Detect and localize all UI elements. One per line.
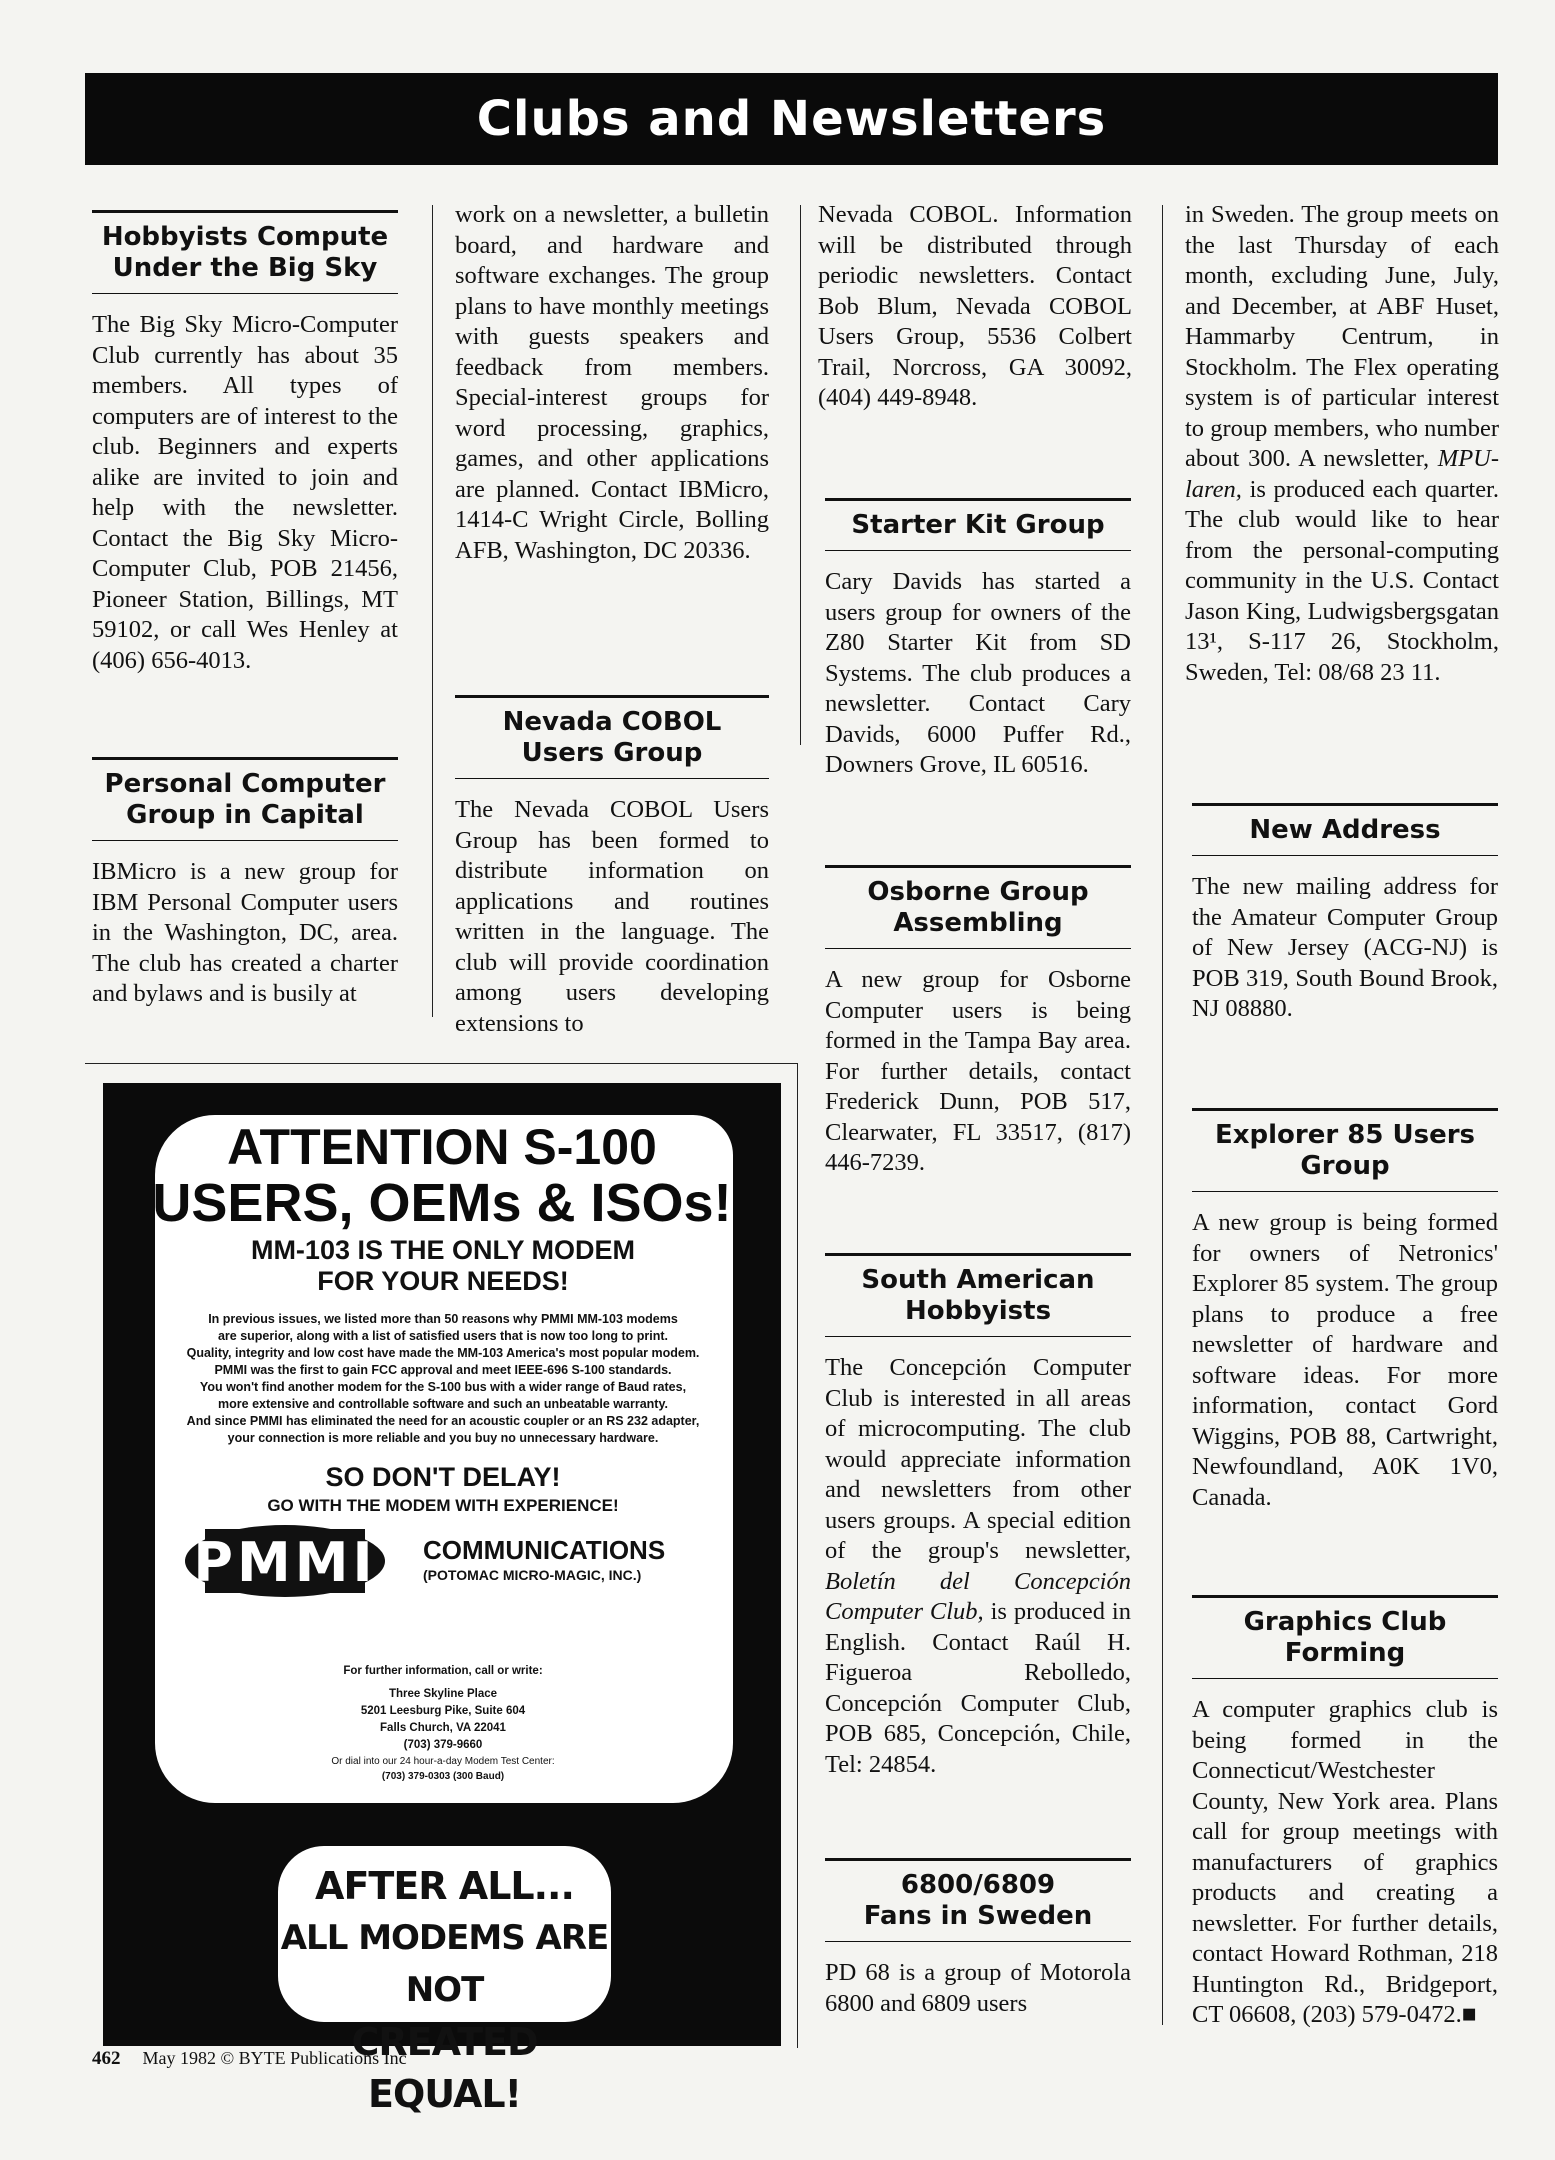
article-body: The new mailing address for the Amateur Computer Group of New Jersey (ACG-NJ) is POB 319, South Bound Brook, NJ 08880. [1192,873,1498,1022]
article-explorer-85 [1192,1108,1498,1513]
article-heading: Personal Computer Group in Capital [104,769,386,830]
article-body: Cary Davids has started a users group for owners of the Z80 Starter Kit from SD Systems. The club produces a newsletter. Contact Cary Davids, 6000 Puffer Rd., Downers Grove, IL 60516. [825,568,1131,778]
ad-cta: SO DON'T DELAY! [325,1462,561,1492]
article-heading: South American Hobbyists [861,1265,1095,1326]
article-heading: Nevada COBOL Users Group [502,707,722,768]
article-new-address [1192,803,1498,1025]
pmmi-logo [183,1521,388,1601]
article-body: A new group is being formed for owners of Netronics' Explorer 85 system. The group plans to produce a free newsletter of hardware and software ideas. For more information, contact Gord Wiggins, POB 88, Cartwright, Newfoundland, A0K 1V0, Canada. [1192,1209,1498,1511]
page-footer [92,2048,407,2070]
article-heading: New Address [1249,815,1441,845]
ad-contact-info: For further information, call or write: Three Skyline Place 5201 Leesburg Pike, Suite 604 Falls Church, VA 22041 (703) 379-9660 Or dial into our 24 hour-a-day Modem Test Center: (703) 379-0303 (300 Baud) [331,1665,555,1782]
article-body: The Concepción Computer Club is interested in all areas of microcomputing. The club would appreciate information and newsletters from other users groups. A special edition of the group's newsletter, Boletín del Concepción Computer Club, is produced in English. Contact Raúl H. Figueroa Rebolledo, Concepción Computer Club, POB 685, Concepción, Chile, Tel: 24854. [825,1354,1131,1778]
article-starter-kit [825,498,1131,781]
article-heading: Hobbyists Compute Under the Big Sky [101,222,389,283]
article-nevada-cobol-continued [818,200,1132,414]
section-banner: Clubs and Newsletters [85,73,1498,165]
article-body: IBMicro is a new group for IBM Personal Computer users in the Washington, DC, area. The club has created a charter and bylaws and is busily at [92,858,398,1007]
ad-subhead: MM-103 IS THE ONLY MODEM FOR YOUR NEEDS! [250,1235,636,1296]
article-capital-continued [455,200,769,566]
article-sweden-continued [1185,200,1499,688]
ad-tagline: AFTER ALL... ALL MODEMS ARE NOT CREATED EQUAL! [278,1846,611,2022]
article-osborne [825,865,1131,1179]
article-south-american [825,1253,1131,1780]
ad-headline: ATTENTION S-100 USERS, OEMs & ISOs! [152,1119,732,1233]
article-sweden [825,1858,1131,2019]
column-divider [432,205,433,1017]
article-heading: Explorer 85 Users Group [1215,1120,1475,1181]
article-body: Nevada COBOL. Information will be distributed through periodic newsletters. Contact Bob Blum, Nevada COBOL Users Group, 5536 Colbert Trail, Norcross, GA 30092, (404) 449-8948. [818,201,1132,411]
article-body: work on a newsletter, a bulletin board, and hardware and software exchanges. The group plans to have monthly meetings with guests speakers and feedback from members. Special-interest groups for word processing, graphics, games, and other applications are planned. Contact IBMicro, 1414-C Wright Circle, Bolling AFB, Washington, DC 20336. [455,201,769,564]
column-divider [1162,205,1163,2025]
article-body: A new group for Osborne Computer users is being formed in the Tampa Bay area. For further details, contact Frederick Dunn, POB 517, Clearwater, FL 33517, (817) 446-7239. [825,966,1131,1176]
article-body: in Sweden. The group meets on the last Thursday of each month, excluding June, July, and December, at ABF Huset, Hammarby Centrum, in Stockholm. The Flex operating system is of particular interest to group members, who number about 300. A newsletter, MPU-laren, is produced each quarter. The club would like to hear from the personal-computing community in the U.S. Contact Jason King, Ludwigsbergsgatan 13¹, S-117 26, Stockholm, Sweden, Tel: 08/68 23 11. [1185,201,1500,686]
article-capital [92,757,398,1010]
article-body: The Nevada COBOL Users Group has been formed to distribute information on applications and routines written in the language. The club will provide coordination among users developing extensions to [455,796,769,1037]
article-heading: Graphics Club Forming [1243,1607,1447,1668]
article-heading: Starter Kit Group [851,510,1105,540]
svg-text:PMMI: PMMI [193,1531,377,1594]
article-body: PD 68 is a group of Motorola 6800 and 6809 users [825,1959,1131,2017]
article-heading: 6800/6809 Fans in Sweden [863,1870,1093,1931]
ad-copy: In previous issues, we listed more than 50 reasons why PMMI MM-103 modems are superior, along with a list of satisfied users that is now too long to print. Quality, integrity and low cost have made the MM-103 America's most popular modem. PMMI was the first to gain FCC approval and meet IEEE-696 S-100 standards. You won't find another modem for the S-100 bus with a wider range of Baud rates, more extensive and controllable software and such an unbeatable warranty. And since PMMI has eliminated the need for an acoustic coupler or an RS 232 adapter, your connection is more reliable and you buy no unnecessary hardware. [186,1312,700,1445]
article-nevada-cobol [455,695,769,1039]
article-body: The Big Sky Micro-Computer Club currently has about 35 members. All types of computers are of interest to the club. Beginners and experts alike are invited to join and help with the newsletter. Contact the Big Sky Micro-Computer Club, POB 21456, Pioneer Station, Billings, MT 59102, or call Wes Henley at (406) 656-4013. [92,311,398,674]
ad-frame-rule [797,1063,798,2048]
page-number: 462 [92,2048,121,2069]
article-graphics-club [1192,1595,1498,2031]
company-name: COMMUNICATIONS (POTOMAC MICRO-MAGIC, INC.) [423,1535,666,1583]
article-body: A computer graphics club is being formed in the Connecticut/Westchester County, New York area. Plans call for group meetings with manufacturers of graphics products and creating a newsletter. For further details, contact Howard Rothman, 218 Huntington Rd., Bridgeport, CT 06608, (203) 579-0472.■ [1192,1696,1498,2028]
column-divider [800,205,801,745]
pmmi-logo-row [163,1521,733,1601]
ad-frame-rule [85,1063,797,1064]
article-big-sky [92,210,398,676]
publication-credit: May 1982 © BYTE Publications Inc [142,2048,407,2068]
end-mark: ■ [1461,2001,1477,2028]
ad-cta-sub: GO WITH THE MODEM WITH EXPERIENCE! [267,1496,619,1515]
article-heading: Osborne Group Assembling [867,877,1089,938]
